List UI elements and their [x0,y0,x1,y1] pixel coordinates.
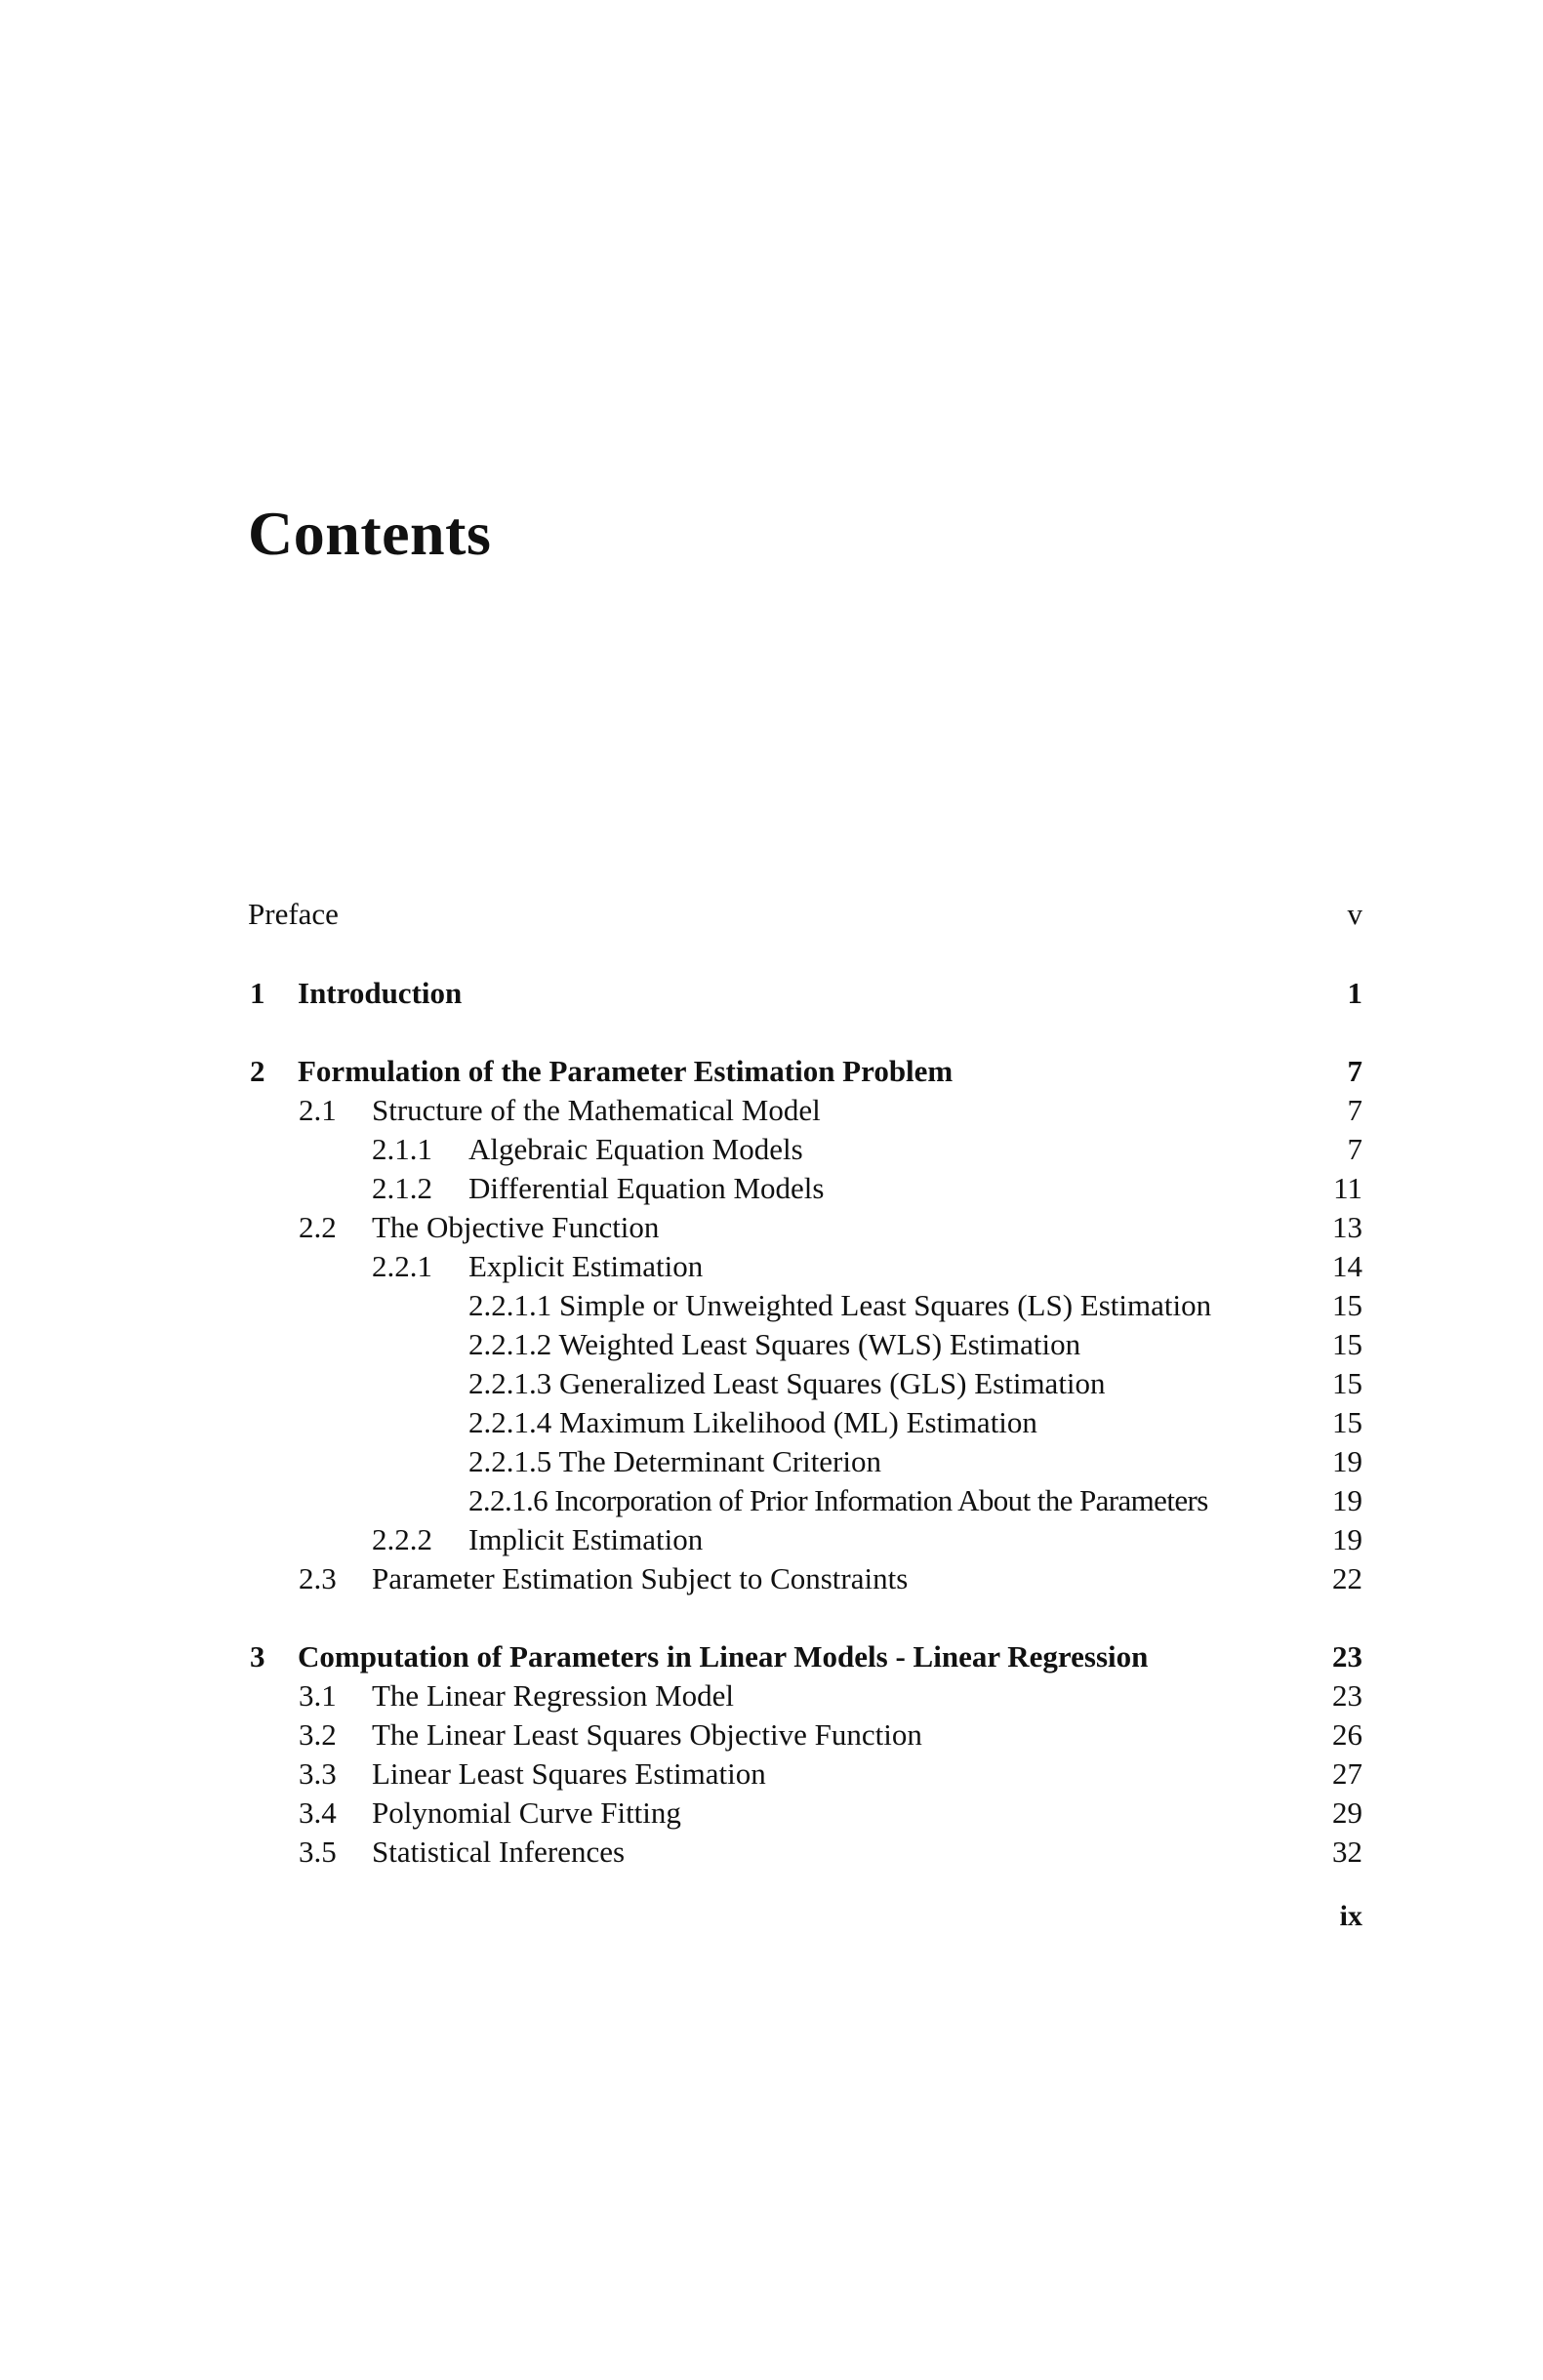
toc-entry-2-2-1-3[interactable] [248,1364,1362,1403]
toc-page-number: 23 [1332,1678,1362,1713]
toc-entry-2-2-2[interactable] [248,1520,1362,1559]
toc-page-number: 23 [1332,1639,1362,1674]
toc-page-number: 32 [1332,1835,1362,1869]
toc-entry-2-2-1[interactable] [248,1247,1362,1286]
toc-label: Computation of Parameters in Linear Models - Linear Regression [298,1639,1149,1674]
toc-entry-chapter-3[interactable] [248,1637,1362,1676]
toc-number: 2 [250,1054,265,1088]
toc-label: Polynomial Curve Fitting [372,1795,681,1830]
page-folio: ix [1339,1900,1362,1932]
toc-label: The Linear Least Squares Objective Function [372,1717,922,1752]
toc-page-number: 15 [1332,1366,1362,1400]
toc-label: Differential Equation Models [468,1171,825,1205]
toc-page-number: 14 [1332,1249,1362,1283]
toc-label: Parameter Estimation Subject to Constraints [372,1561,909,1595]
toc-number: 2.2 [299,1210,337,1244]
table-of-contents [248,0,1362,2380]
toc-page-number: 15 [1332,1405,1362,1439]
toc-number: 1 [250,976,265,1010]
toc-page-number: 19 [1332,1522,1362,1556]
toc-page-number: 1 [1347,976,1362,1010]
toc-number: 3.4 [299,1795,337,1830]
toc-entry-3-2[interactable] [248,1715,1362,1755]
toc-label: 2.2.1.5 The Determinant Criterion [468,1444,881,1478]
toc-number: 2.3 [299,1561,337,1595]
toc-label: Explicit Estimation [468,1249,704,1283]
toc-page-number: 27 [1332,1756,1362,1791]
toc-number: 3.2 [299,1717,337,1752]
toc-entry-3-4[interactable] [248,1794,1362,1833]
toc-label: Introduction [298,976,463,1010]
toc-entry-2-1[interactable] [248,1091,1362,1130]
toc-label: The Linear Regression Model [372,1678,735,1713]
toc-page-number: 26 [1332,1717,1362,1752]
toc-entry-3-5[interactable] [248,1833,1362,1872]
toc-label: Formulation of the Parameter Estimation Problem [298,1054,954,1088]
toc-page-number: 15 [1332,1327,1362,1361]
toc-entry-2-1-1[interactable] [248,1130,1362,1169]
toc-label: 2.2.1.6 Incorporation of Prior Information About the Parameters [468,1483,1208,1517]
toc-number: 3.1 [299,1678,337,1713]
toc-page-number: 7 [1347,1093,1362,1127]
toc-label: 2.2.1.1 Simple or Unweighted Least Squares (LS) Estimation [468,1288,1212,1322]
toc-label: Algebraic Equation Models [468,1132,803,1166]
toc-entry-chapter-1[interactable] [248,974,1362,1013]
toc-label: Implicit Estimation [468,1522,704,1556]
toc-label: 2.2.1.4 Maximum Likelihood (ML) Estimation [468,1405,1037,1439]
page-title: Contents [248,499,492,568]
toc-number: 2.2.1 [372,1249,432,1283]
toc-entry-2-2-1-4[interactable] [248,1403,1362,1442]
toc-number: 3.3 [299,1756,337,1791]
toc-page-number: 29 [1332,1795,1362,1830]
toc-number: 2.2.2 [372,1522,432,1556]
toc-entry-2-2-1-2[interactable] [248,1325,1362,1364]
toc-page-number: 7 [1347,1054,1362,1088]
toc-page-number: 19 [1332,1444,1362,1478]
toc-page-number: 13 [1332,1210,1362,1244]
toc-entry-chapter-2[interactable] [248,1052,1362,1091]
toc-number: 2.1.2 [372,1171,432,1205]
toc-entry-2-2[interactable] [248,1208,1362,1247]
toc-entry-preface[interactable] [248,895,1362,934]
toc-number: 3 [250,1639,265,1674]
toc-entry-3-3[interactable] [248,1755,1362,1794]
toc-label: The Objective Function [372,1210,660,1244]
toc-label: 2.2.1.3 Generalized Least Squares (GLS) Estimation [468,1366,1106,1400]
toc-label: Structure of the Mathematical Model [372,1093,821,1127]
toc-page-number: 11 [1333,1171,1362,1205]
toc-page-number: 22 [1332,1561,1362,1595]
toc-entry-2-1-2[interactable] [248,1169,1362,1208]
toc-label: Preface [248,897,339,931]
toc-page-number: v [1347,897,1362,931]
toc-entry-3-1[interactable] [248,1676,1362,1715]
toc-entry-2-2-1-5[interactable] [248,1442,1362,1481]
toc-label: Linear Least Squares Estimation [372,1756,766,1791]
toc-number: 3.5 [299,1835,337,1869]
toc-label: 2.2.1.2 Weighted Least Squares (WLS) Estimation [468,1327,1081,1361]
toc-entry-2-2-1-1[interactable] [248,1286,1362,1325]
toc-entry-2-2-1-6[interactable] [248,1481,1362,1520]
toc-page-number: 15 [1332,1288,1362,1322]
toc-label: Statistical Inferences [372,1835,626,1869]
toc-entry-2-3[interactable] [248,1559,1362,1598]
toc-number: 2.1 [299,1093,337,1127]
toc-number: 2.1.1 [372,1132,432,1166]
toc-page-number: 19 [1332,1483,1362,1517]
toc-page-number: 7 [1347,1132,1362,1166]
